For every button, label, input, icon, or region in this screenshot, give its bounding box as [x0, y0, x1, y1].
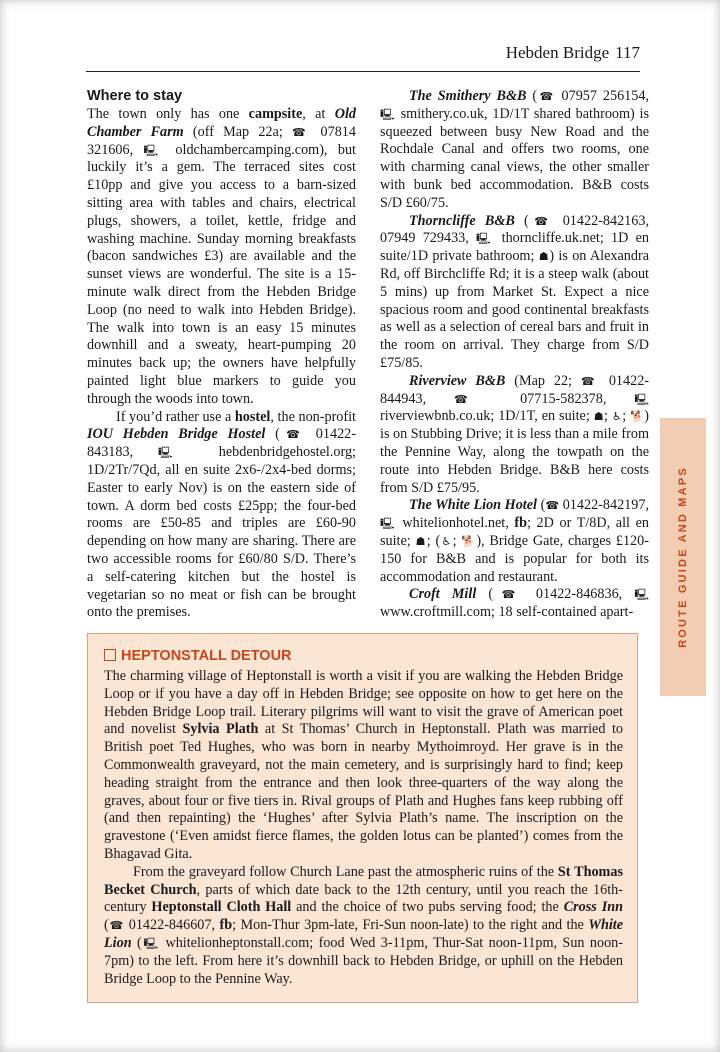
phone-icon: ☎: [454, 392, 493, 406]
breakfast-icon: ☗: [415, 534, 427, 548]
route-guide-tab-label: ROUTE GUIDE AND MAPS: [677, 466, 689, 648]
facebook-label: fb: [514, 515, 527, 532]
breakfast-icon: ☗: [538, 250, 550, 264]
web-icon: 🖳: [634, 588, 649, 602]
paragraph-hostel: If you’d rather use a hostel, the non-profit IOU Hebden Bridge Hostel (☎ 01422-843183, 🖳 hebdenbridgehostel.org; 1D/2Tr/7Qd, all en suite 2x6-/2x4-bed dorms; Easter to early Nov) is on the eastern side of town. A dorm bed costs £25pp; the four-bed rooms are £50-85 and triples are £60-90 depending on how many are sharing. There are two accessible rooms for £60/80 S/D. There’s a self-catering kitchen but the hostel is vegetarian so no meat or fish can be brought onto the premises.: [87, 408, 357, 621]
box-square-icon: [104, 649, 116, 661]
web-icon: 🖳: [380, 107, 396, 121]
running-head-title: Hebden Bridge: [505, 43, 610, 62]
wheelchair-icon: ♿: [440, 534, 453, 548]
right-column: [380, 88, 649, 622]
web-icon: 🖳: [476, 232, 495, 246]
paragraph-thorncliffe: Thorncliffe B&B (☎ 01422-842163, 07949 729433, 🖳 thorncliffe.uk.net; 1D en suite/1D private bathroom; ☗) is on Alexandra Rd, off Birchcliffe Rd; it is a steep walk (about 5 mins) up from Market St. Expect a nice spacious room and good continental breakfasts as well as a selection of cereal bars and fruit in the room on arrival. They charge from S/D £75/85.: [380, 212, 649, 371]
page-number: 117: [615, 43, 640, 62]
place-name-smithery: The Smithery B&B: [409, 88, 527, 104]
web-icon: 🖳: [141, 936, 161, 950]
phone-icon: ☎: [108, 919, 125, 933]
keyword-campsite: campsite: [248, 106, 303, 122]
section-heading-where-to-stay: Where to stay: [87, 88, 183, 104]
route-guide-tab: [660, 418, 706, 696]
web-icon: 🖳: [143, 143, 166, 157]
phone-icon: ☎: [279, 428, 307, 442]
web-icon: 🖳: [157, 446, 194, 460]
box-paragraph-plath: The charming village of Heptonstall is worth a visit if you are walking the Hebden Bridge Loop or if you have a day off in Hebden Bridge; see opposite on how to get here on the Hebden Bridge Loop trail. Literary pilgrims will want to visit the grave of American poet and novelist Sylvia Plath at St Thomas’ Church in Heptonstall. Plath was married to British poet Ted Hughes, who was born in nearby Mythoimroyd. Her grave is in the Commonwealth graveyard, not the main cemetery, and is surprisingly hard to find; keep heading straight from the entrance and then look three-quarters of the way along the graves, about four or five tiers in. Rival groups of Plath and Hughes fans keep rubbing off (and then repainting) the ‘Hughes’ after Sylvia Plath’s name. The inscription on the gravestone (‘Even amidst fierce flames, the golden lotus can be planted’) comes from the Bhagavad Gita.: [104, 668, 623, 862]
breakfast-icon: ☗: [593, 410, 605, 424]
dog-icon: 🐕: [630, 410, 645, 424]
heptonstall-detour-box: [87, 633, 638, 1003]
name-sylvia-plath: Sylvia Plath: [182, 721, 259, 738]
phone-icon: ☎: [493, 588, 524, 602]
dog-icon: 🐕: [461, 534, 477, 548]
place-name-old-chamber-farm: Old Chamber Farm: [87, 106, 356, 140]
name-st-thomas-becket: St Thomas Becket Church: [104, 863, 623, 898]
paragraph-campsite: The town only has one campsite, at Old Chamber Farm (off Map 22a; ☎ 07814 321606, 🖳 oldchambercamping.com), but luckily it’s a gem. The terraced sites cost £10pp and give you access to a barn-sized sitting area with tables and chairs, electrical plugs, showers, a toilet, kettle, fridge and washing machine. Sunday morning breakfasts (bacon sandwiches £3) are available and the sunset views are wonderful. The site is a 15-minute walk direct from the Hebden Bridge Loop (no need to walk into Hebden Bridge). The walk into town is an easy 15 minutes downhill and a sweaty, heart-pumping 20 minutes back up; the owners have helpfully painted light blue markers to guide you through the woods into town.: [87, 106, 356, 407]
left-column: [87, 88, 356, 622]
running-head: [86, 43, 640, 72]
phone-icon: ☎: [291, 125, 312, 139]
place-name-riverview: Riverview B&B: [409, 372, 506, 389]
name-cloth-hall: Heptonstall Cloth Hall: [151, 899, 292, 916]
phone-icon: ☎: [580, 374, 600, 388]
wheelchair-icon: ♿: [611, 410, 623, 424]
phone-icon: ☎: [528, 214, 554, 228]
facebook-label: fb: [219, 917, 233, 934]
name-cross-inn: Cross Inn: [563, 899, 623, 916]
paragraph-croft-mill: Croft Mill (☎ 01422-846836, 🖳 www.croftmill.com; 18 self-contained apart-: [380, 586, 649, 621]
place-name-thorncliffe: Thorncliffe B&B: [409, 212, 515, 229]
web-icon: 🖳: [634, 392, 649, 406]
keyword-hostel: hostel: [234, 408, 271, 425]
paragraph-riverview: Riverview B&B (Map 22; ☎ 01422-844943, ☎ 07715-582378, 🖳 riverviewbnb.co.uk; 1D/1T, en suite; ☗; ♿; 🐕) is on Stubbing Drive; it is less than a mile from the Pennine Way, along the towpath on the route into Hebden Bridge. B&B here costs from S/D £75/95.: [380, 372, 650, 496]
place-name-iou-hostel: IOU Hebden Bridge Hostel: [87, 426, 266, 443]
name-white-lion: White Lion: [104, 917, 624, 951]
box-heading: HEPTONSTALL DETOUR: [104, 648, 623, 665]
paragraph-smithery: The Smithery B&B (☎ 07957 256154, 🖳 smithery.co.uk, 1D/1T shared bathroom) is squeezed between busy New Road and the Rochdale Canal and offers two rooms, one with charming canal views, the other smaller with bunk bed accommodation. B&B costs S/D £60/75.: [380, 88, 650, 211]
phone-icon: ☎: [545, 499, 560, 513]
web-icon: 🖳: [380, 517, 397, 531]
paragraph-white-lion-hotel: The White Lion Hotel (☎ 01422-842197, 🖳 whitelionhotel.net, fb; 2D or T/8D, all en suite; ☗; (♿; 🐕), Bridge Gate, charges £120-150 for B&B and is popular for both its accommodation and restaurant.: [380, 497, 649, 585]
box-paragraph-route: From the graveyard follow Church Lane past the atmospheric ruins of the St Thomas Becket Church, parts of which date back to the 12th century, until you reach the 16th-century Heptonstall Cloth Hall and the choice of two pubs serving food; the Cross Inn (☎ 01422-846607, fb; Mon-Thur 3pm-late, Fri-Sun noon-late) to the right and the White Lion (🖳 whitelionheptonstall.com; food Wed 3-11pm, Thur-Sat noon-11pm, Sun noon-7pm) to the left. From here it’s downhill back to Hebden Bridge, or uphill on the Hebden Bridge Loop to the Pennine Way.: [104, 863, 624, 987]
place-name-croft-mill: Croft Mill: [409, 586, 477, 603]
phone-icon: ☎: [537, 90, 556, 103]
place-name-white-lion-hotel: The White Lion Hotel: [409, 497, 537, 514]
